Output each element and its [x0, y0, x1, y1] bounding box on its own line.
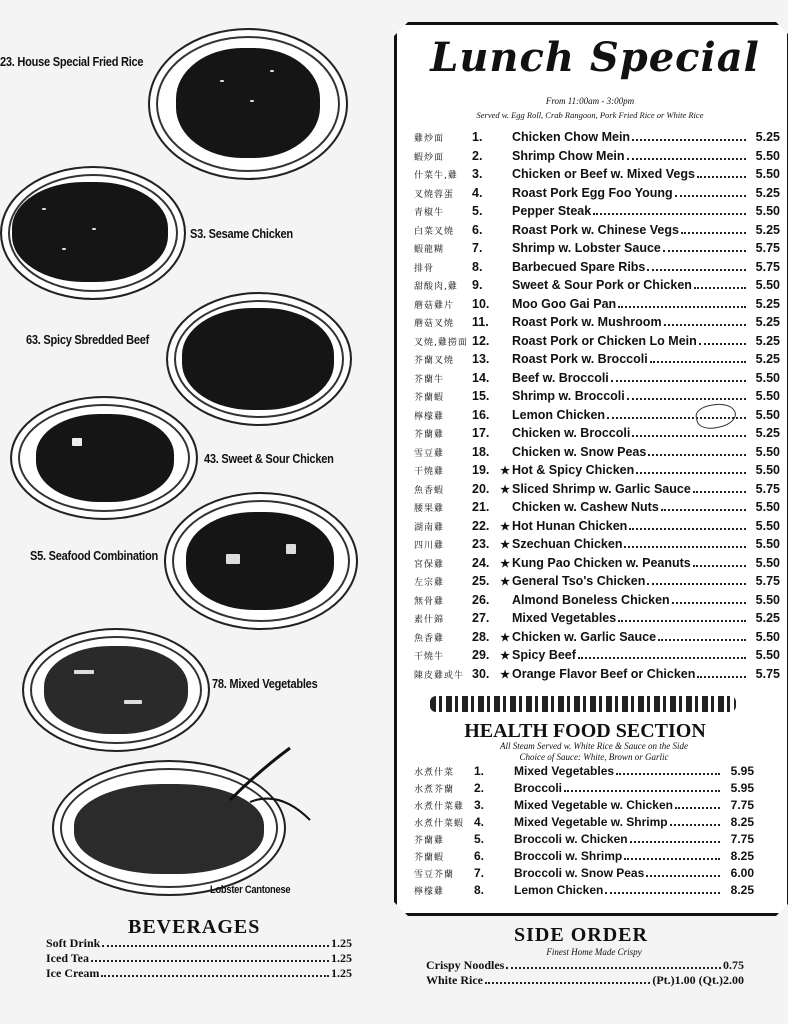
- item-price: 5.75: [755, 481, 780, 496]
- item-chinese-name: 四川雞: [414, 541, 445, 551]
- menu-item: [414, 315, 780, 333]
- dot-leader: [663, 250, 746, 252]
- lunch-special-title: Lunch Special: [430, 34, 760, 81]
- item-number: 27.: [472, 611, 490, 625]
- item-price: 5.50: [755, 500, 780, 514]
- item-name: General Tso's Chicken: [512, 574, 646, 588]
- item-price: 7.75: [730, 832, 754, 846]
- spicy-star-icon: ★: [500, 650, 510, 662]
- menu-item: [414, 519, 780, 537]
- spicy-star-icon: ★: [500, 483, 510, 496]
- item-chinese-name: 叉燒蓉蛋: [414, 189, 455, 200]
- item-price: 6.00: [730, 866, 754, 880]
- menu-item: [414, 593, 780, 611]
- dot-leader: [636, 472, 746, 474]
- dot-leader: [101, 975, 329, 977]
- dish-label-5: S5. Seafood Combination: [30, 548, 158, 563]
- item-number: 28.: [472, 629, 490, 644]
- item-number: 25.: [472, 574, 490, 588]
- dot-leader: [693, 491, 746, 493]
- item-chinese-name: 干燒雞: [414, 467, 445, 477]
- item-price: 5.50: [755, 463, 780, 477]
- item-number: 17.: [472, 426, 490, 440]
- item-name: Beef w. Broccoli: [512, 370, 609, 385]
- spicy-star-icon: ★: [500, 631, 510, 644]
- menu-item: [414, 556, 780, 574]
- dot-leader: [102, 945, 329, 947]
- item-price: 5.50: [755, 407, 780, 422]
- lunch-hours: From 11:00am - 3:00pm: [545, 96, 635, 106]
- dot-leader: [672, 602, 746, 604]
- item-chinese-name: 水煮什菜蝦: [414, 819, 465, 829]
- item-name: White Rice: [426, 973, 483, 987]
- item-name: Almond Boneless Chicken: [512, 592, 670, 607]
- side-order-title: SIDE ORDER: [514, 924, 648, 946]
- item-name: Chicken w. Cashew Nuts: [512, 500, 659, 514]
- item-chinese-name: 什菜牛,雞: [414, 171, 458, 181]
- item-name: Roast Pork Egg Foo Young: [512, 185, 673, 200]
- item-name: Mixed Vegetable w. Shrimp: [514, 815, 668, 829]
- dot-leader: [605, 892, 720, 894]
- health-item: [414, 781, 754, 798]
- item-number: 5.: [474, 832, 485, 846]
- item-name: Sweet & Sour Pork or Chicken: [512, 278, 692, 292]
- item-chinese-name: 左宗雞: [414, 578, 445, 588]
- item-chinese-name: 素什錦: [414, 615, 445, 625]
- menu-item: [414, 630, 780, 648]
- item-price: 5.25: [755, 130, 780, 144]
- item-number: 24.: [472, 555, 490, 570]
- item-number: 26.: [472, 592, 490, 607]
- item-chinese-name: 水煮芥蘭: [414, 785, 455, 795]
- item-number: 1.: [474, 764, 485, 778]
- dot-leader: [578, 657, 746, 659]
- menu-item: [414, 648, 780, 666]
- item-price: 5.95: [730, 781, 754, 795]
- item-number: 4.: [472, 185, 483, 200]
- dot-leader: [675, 195, 746, 197]
- item-number: 18.: [472, 444, 490, 459]
- dot-leader: [611, 380, 746, 382]
- dish-label-3: 63. Spicy Sbredded Beef: [26, 332, 150, 347]
- menu-item: [414, 223, 780, 241]
- menu-item: [414, 241, 780, 259]
- item-price: 5.50: [755, 370, 780, 385]
- spicy-star-icon: ★: [500, 465, 510, 477]
- item-name: Barbecued Spare Ribs: [512, 259, 646, 274]
- item-number: 23.: [472, 537, 490, 551]
- dish-photo-mixed-vegetables: [22, 628, 210, 752]
- spicy-star-icon: ★: [500, 520, 510, 533]
- item-name: Crispy Noodles: [426, 958, 505, 972]
- health-note-2: Choice of Sauce: White, Brown or Garlic: [519, 752, 669, 762]
- item-chinese-name: 水煮什菜: [414, 768, 455, 778]
- dot-leader: [632, 435, 746, 437]
- item-number: 1.: [472, 130, 483, 144]
- item-name: Chicken w. Snow Peas: [512, 444, 647, 459]
- item-price: 5.25: [755, 315, 780, 329]
- item-price: 7.75: [730, 798, 754, 812]
- dot-leader: [627, 158, 747, 160]
- menu-item: [414, 537, 780, 555]
- dot-leader: [699, 343, 746, 345]
- dish-photo-sesame-chicken: [0, 166, 186, 300]
- menu-item: [414, 167, 780, 185]
- dot-leader: [647, 583, 746, 585]
- item-name: Moo Goo Gai Pan: [512, 296, 617, 311]
- dot-leader: [664, 324, 746, 326]
- item-price: 8.25: [730, 849, 754, 863]
- item-price: 5.25: [755, 333, 780, 348]
- item-chinese-name: 白菜叉燒: [414, 226, 455, 237]
- menu-item: [414, 334, 780, 352]
- menu-item: [414, 667, 780, 685]
- dot-leader: [485, 982, 650, 984]
- dot-leader: [624, 858, 720, 860]
- spicy-star-icon: ★: [500, 576, 510, 588]
- item-name: Chicken w. Broccoli: [512, 426, 631, 440]
- item-number: 5.: [472, 204, 483, 218]
- item-chinese-name: 雪豆雞: [414, 448, 445, 459]
- item-number: 16.: [472, 407, 490, 422]
- item-number: 2.: [472, 148, 483, 163]
- item-number: 7.: [472, 241, 483, 255]
- dot-leader: [650, 361, 746, 363]
- dot-leader: [694, 287, 746, 289]
- item-chinese-name: 檸檬雞: [414, 411, 445, 422]
- item-price: 5.50: [755, 204, 780, 218]
- lobster-antenna-icon: [220, 740, 320, 830]
- beverages-title: BEVERAGES: [128, 916, 261, 938]
- item-chinese-name: 蘑菇雞片: [414, 300, 455, 311]
- health-item: [414, 832, 754, 849]
- item-number: 14.: [472, 370, 490, 385]
- item-number: 3.: [472, 167, 483, 181]
- dot-leader: [632, 139, 746, 141]
- item-chinese-name: 魚香雞: [414, 633, 445, 644]
- item-chinese-name: 芥蘭蝦: [414, 393, 445, 403]
- item-number: 30.: [472, 666, 490, 681]
- item-price: 5.25: [755, 611, 780, 625]
- dot-leader: [616, 773, 720, 775]
- menu-item: [414, 611, 780, 629]
- health-note-1: All Steam Served w. White Rice & Sauce on the Side: [499, 741, 689, 751]
- item-number: 3.: [474, 798, 485, 812]
- dish-label-6: 78. Mixed Vegetables: [212, 676, 318, 691]
- item-price: 5.25: [755, 296, 780, 311]
- item-name: Shrimp Chow Mein: [512, 148, 625, 163]
- menu-item: [414, 352, 780, 370]
- dot-leader: [675, 807, 720, 809]
- dot-leader: [697, 676, 746, 678]
- side-order-item: [426, 973, 744, 988]
- item-price: 5.50: [755, 537, 780, 551]
- item-price: 0.75: [723, 958, 744, 972]
- item-chinese-name: 雞炒面: [414, 134, 445, 144]
- item-name: Sliced Shrimp w. Garlic Sauce: [512, 481, 691, 496]
- item-name: Ice Cream: [46, 966, 100, 980]
- item-price: 5.75: [755, 666, 780, 681]
- item-name: Iced Tea: [46, 951, 90, 965]
- item-price: 5.50: [755, 518, 780, 533]
- item-name: Shrimp w. Broccoli: [512, 389, 625, 403]
- dish-label-4: 43. Sweet & Sour Chicken: [204, 451, 334, 466]
- item-name: Orange Flavor Beef or Chicken: [512, 666, 696, 681]
- dot-leader: [630, 841, 720, 843]
- item-chinese-name: 宮保雞: [414, 559, 445, 570]
- menu-item: [414, 149, 780, 167]
- menu-item: [414, 130, 780, 148]
- item-price: 8.25: [730, 883, 754, 897]
- item-name: Broccoli: [514, 781, 563, 795]
- item-number: 13.: [472, 352, 490, 366]
- health-item: [414, 883, 754, 900]
- dot-leader: [618, 306, 746, 308]
- side-order-subtitle: Finest Home Made Crispy: [546, 947, 642, 957]
- dot-leader: [648, 454, 746, 456]
- item-name: Soft Drink: [46, 936, 101, 950]
- item-name: Chicken Chow Mein: [512, 130, 631, 144]
- item-chinese-name: 叉燒,雞撈面: [414, 337, 468, 348]
- item-number: 20.: [472, 481, 490, 496]
- menu-item: [414, 445, 780, 463]
- health-food-title: HEALTH FOOD SECTION: [464, 720, 706, 742]
- health-item: [414, 764, 754, 781]
- item-name: Mixed Vegetable w. Chicken: [514, 798, 673, 812]
- item-chinese-name: 青椒牛: [414, 208, 445, 218]
- item-name: Broccoli w. Snow Peas: [514, 866, 645, 880]
- item-number: 7.: [474, 866, 485, 880]
- item-name: Chicken w. Garlic Sauce: [512, 629, 657, 644]
- item-name: Roast Pork or Chicken Lo Mein: [512, 333, 697, 348]
- item-number: 2.: [474, 781, 485, 795]
- item-number: 19.: [472, 463, 490, 477]
- item-price: 5.25: [755, 185, 780, 200]
- menu-item: [414, 186, 780, 204]
- item-name: Chicken or Beef w. Mixed Vegs: [512, 167, 695, 181]
- item-price: 5.50: [755, 555, 780, 570]
- lunch-served-with: Served w. Egg Roll, Crab Rangoon, Pork Fried Rice or White Rice: [476, 110, 704, 120]
- item-name: Hot & Spicy Chicken: [512, 463, 635, 477]
- item-name: Hot Hunan Chicken: [512, 518, 628, 533]
- dot-leader: [661, 509, 746, 511]
- item-number: 10.: [472, 296, 490, 311]
- item-name: Lemon Chicken: [512, 407, 606, 422]
- spicy-star-icon: ★: [500, 557, 510, 570]
- dot-leader: [91, 960, 329, 962]
- item-number: 4.: [474, 815, 485, 829]
- item-number: 6.: [474, 849, 485, 863]
- health-item: [414, 849, 754, 866]
- side-order-item: [426, 958, 744, 973]
- item-price: 1.25: [331, 966, 352, 980]
- item-name: Kung Pao Chicken w. Peanuts: [512, 555, 691, 570]
- dot-leader: [618, 620, 746, 622]
- item-name: Roast Pork w. Broccoli: [512, 352, 648, 366]
- item-name: Roast Pork w. Chinese Vegs: [512, 222, 679, 237]
- dish-photo-sweet-sour-chicken: [10, 396, 198, 520]
- spicy-star-icon: ★: [500, 668, 510, 681]
- item-price: 1.25: [331, 951, 352, 965]
- item-name: Shrimp w. Lobster Sauce: [512, 241, 661, 255]
- item-chinese-name: 芥蘭雞: [414, 430, 445, 440]
- item-chinese-name: 芥蘭雞: [414, 836, 445, 846]
- item-name: Mixed Vegetables: [514, 764, 615, 778]
- item-number: 29.: [472, 648, 490, 662]
- item-number: 12.: [472, 333, 490, 348]
- dot-leader: [564, 790, 720, 792]
- menu-item: [414, 500, 780, 518]
- item-chinese-name: 雪豆芥蘭: [414, 870, 455, 880]
- beverage-item: [46, 966, 352, 981]
- menu-item: [414, 204, 780, 222]
- dish-label-1: 23. House Special Fried Rice: [0, 54, 144, 69]
- item-price: 8.25: [730, 815, 754, 829]
- item-number: 8.: [472, 259, 483, 274]
- item-number: 21.: [472, 500, 490, 514]
- health-item: [414, 815, 754, 832]
- item-name: Roast Pork w. Mushroom: [512, 315, 662, 329]
- dot-leader: [593, 213, 746, 215]
- item-chinese-name: 腰果雞: [414, 504, 445, 514]
- dot-leader: [646, 875, 720, 877]
- item-name: Szechuan Chicken: [512, 537, 623, 551]
- item-chinese-name: 芥蘭牛: [414, 374, 445, 385]
- item-price: 5.75: [755, 241, 780, 255]
- beverage-item: [46, 936, 352, 951]
- dish-photo-shredded-beef: [166, 292, 352, 426]
- item-chinese-name: 湖南雞: [414, 522, 445, 533]
- item-price: 5.50: [755, 444, 780, 459]
- item-price: 5.25: [755, 352, 780, 366]
- dish-label-2: S3. Sesame Chicken: [190, 226, 293, 241]
- item-chinese-name: 陳皮雞或牛: [414, 670, 465, 681]
- dot-leader: [697, 176, 746, 178]
- dish-photo-seafood-combination: [164, 492, 358, 630]
- spicy-star-icon: ★: [500, 539, 510, 551]
- item-number: 8.: [474, 883, 485, 897]
- item-price: 5.25: [755, 426, 780, 440]
- item-number: 11.: [472, 315, 489, 329]
- item-name: Mixed Vegetables: [512, 611, 617, 625]
- item-name: Spicy Beef: [512, 648, 576, 662]
- item-chinese-name: 檸檬雞: [414, 887, 445, 897]
- item-price: 1.25: [331, 936, 352, 950]
- item-price: 5.50: [755, 148, 780, 163]
- menu-item: [414, 574, 780, 592]
- item-price: 5.95: [730, 764, 754, 778]
- dot-leader: [627, 398, 746, 400]
- item-number: 6.: [472, 222, 483, 237]
- dot-leader: [624, 546, 746, 548]
- item-name: Pepper Steak: [512, 204, 592, 218]
- ornamental-divider: [430, 696, 736, 712]
- dot-leader: [681, 232, 746, 234]
- item-price: 5.50: [755, 629, 780, 644]
- item-chinese-name: 蘑菇叉燒: [414, 319, 455, 329]
- dish-photo-fried-rice: [148, 28, 348, 180]
- dot-leader: [693, 565, 746, 567]
- menu-item: [414, 260, 780, 278]
- item-chinese-name: 芥蘭叉燒: [414, 356, 455, 366]
- item-chinese-name: 水煮什菜雞: [414, 802, 465, 812]
- item-chinese-name: 芥蘭蝦: [414, 853, 445, 863]
- menu-item: [414, 278, 780, 296]
- item-chinese-name: 蝦炒面: [414, 152, 445, 163]
- dish-label-7: Lobster Cantonese: [210, 884, 291, 896]
- item-chinese-name: 蝦龍糊: [414, 245, 445, 255]
- item-chinese-name: 無骨雞: [414, 596, 445, 607]
- health-item: [414, 866, 754, 883]
- item-name: Broccoli w. Chicken: [514, 832, 628, 846]
- item-price: 5.25: [755, 222, 780, 237]
- item-name: Lemon Chicken: [514, 883, 604, 897]
- item-number: 15.: [472, 389, 490, 403]
- item-chinese-name: 排骨: [414, 263, 435, 274]
- menu-item: [414, 371, 780, 389]
- item-price: 5.50: [755, 167, 780, 181]
- item-price: 5.50: [755, 278, 780, 292]
- menu-item: [414, 426, 780, 444]
- menu-item: [414, 297, 780, 315]
- beverage-item: [46, 951, 352, 966]
- item-price: 5.50: [755, 648, 780, 662]
- item-name: Broccoli w. Shrimp: [514, 849, 623, 863]
- dot-leader: [647, 269, 746, 271]
- item-number: 9.: [472, 278, 483, 292]
- item-price: 5.75: [755, 259, 780, 274]
- dot-leader: [506, 967, 721, 969]
- dot-leader: [629, 528, 746, 530]
- item-number: 22.: [472, 518, 490, 533]
- menu-item: [414, 482, 780, 500]
- dot-leader: [658, 639, 746, 641]
- health-item: [414, 798, 754, 815]
- item-price: 5.50: [755, 592, 780, 607]
- menu-item: [414, 463, 780, 481]
- item-price: 5.75: [755, 574, 780, 588]
- item-price: (Pt.)1.00 (Qt.)2.00: [652, 973, 744, 987]
- item-chinese-name: 干燒牛: [414, 652, 445, 662]
- item-chinese-name: 甜酸肉,雞: [414, 282, 458, 292]
- item-chinese-name: 魚香蝦: [414, 485, 445, 496]
- dot-leader: [670, 824, 720, 826]
- item-price: 5.50: [755, 389, 780, 403]
